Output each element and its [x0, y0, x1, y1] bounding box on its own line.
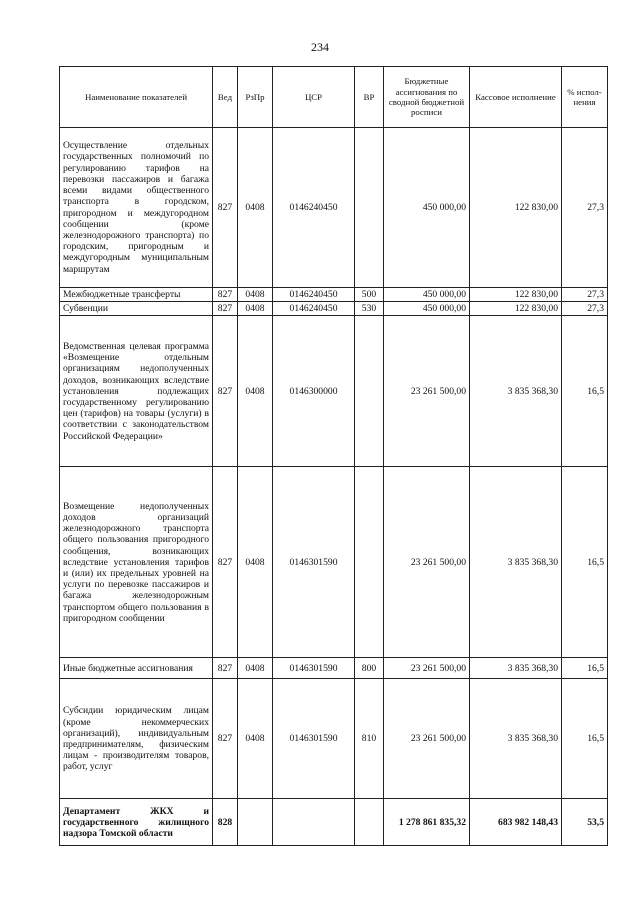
cell-rzpr: 0408	[238, 679, 273, 799]
cell-csr: 0146300000	[273, 316, 355, 467]
cell-csr: 0146240450	[273, 302, 355, 316]
cell-budget: 450 000,00	[384, 302, 470, 316]
cell-name: Возмещение недополученных доходов организаций железнодорожного транспорта общего пользования пригородного сообщения, возникающих вследствие установления тарифов и (или) их предельных уровней на услуги по перевозке пассажиров и багажа железнодорожным транспортом общего пользования в пригородном сообщении	[60, 467, 213, 658]
cell-csr: 0146301590	[273, 679, 355, 799]
header-vr: ВР	[355, 67, 384, 128]
cell-csr: 0146301590	[273, 658, 355, 679]
cell-csr	[273, 799, 355, 846]
cell-vr: 500	[355, 288, 384, 302]
table-row	[60, 679, 608, 799]
cell-execution: 122 830,00	[470, 128, 562, 288]
header-rzpr: РзПр	[238, 67, 273, 128]
header-csr: ЦСР	[273, 67, 355, 128]
cell-ved: 827	[213, 316, 238, 467]
table-row	[60, 128, 608, 288]
table-row	[60, 799, 608, 846]
cell-execution: 122 830,00	[470, 302, 562, 316]
cell-budget: 23 261 500,00	[384, 316, 470, 467]
cell-percent: 16,5	[562, 658, 608, 679]
cell-name: Межбюджетные трансферты	[60, 288, 213, 302]
cell-percent: 27,3	[562, 288, 608, 302]
cell-budget: 23 261 500,00	[384, 658, 470, 679]
cell-name: Субсидии юридическим лицам (кроме некоммерческих организаций), индивидуальным предпринимателям, физическим лицам - производителям товаров, работ, услуг	[60, 679, 213, 799]
cell-budget: 1 278 861 835,32	[384, 799, 470, 846]
table-row	[60, 316, 608, 467]
cell-csr: 0146240450	[273, 288, 355, 302]
cell-rzpr: 0408	[238, 316, 273, 467]
cell-vr	[355, 467, 384, 658]
cell-name: Осуществление отдельных государственных полномочий по регулированию тарифов на перевозки пассажиров и багажа всеми видами общественного транспорта в городском, пригородном и междугородном сообщении (кроме железнодорожного транспорта) по городским, пригородным и междугородным муниципальным маршрутам	[60, 128, 213, 288]
cell-percent: 53,5	[562, 799, 608, 846]
header-budget: Бюджетные ассигнования по сводной бюджетной росписи	[384, 67, 470, 128]
cell-percent: 27,3	[562, 128, 608, 288]
header-execution: Кассовое исполнение	[470, 67, 562, 128]
cell-rzpr: 0408	[238, 467, 273, 658]
header-name: Наименование показателей	[60, 67, 213, 128]
cell-rzpr: 0408	[238, 288, 273, 302]
table-row	[60, 302, 608, 316]
cell-percent: 27,3	[562, 302, 608, 316]
cell-ved: 827	[213, 467, 238, 658]
cell-budget: 450 000,00	[384, 128, 470, 288]
cell-name: Департамент ЖКХ и государственного жилищного надзора Томской области	[60, 799, 213, 846]
header-percent: % испол-нения	[562, 67, 608, 128]
cell-percent: 16,5	[562, 679, 608, 799]
cell-execution: 683 982 148,43	[470, 799, 562, 846]
table-header-row	[60, 67, 608, 128]
cell-rzpr: 0408	[238, 128, 273, 288]
budget-execution-table	[59, 66, 608, 846]
cell-rzpr: 0408	[238, 658, 273, 679]
cell-name: Иные бюджетные ассигнования	[60, 658, 213, 679]
cell-budget: 450 000,00	[384, 288, 470, 302]
table-row	[60, 658, 608, 679]
cell-csr: 0146240450	[273, 128, 355, 288]
cell-percent: 16,5	[562, 467, 608, 658]
cell-execution: 3 835 368,30	[470, 316, 562, 467]
cell-ved: 827	[213, 128, 238, 288]
cell-execution: 122 830,00	[470, 288, 562, 302]
header-ved: Вед	[213, 67, 238, 128]
table-row	[60, 467, 608, 658]
cell-csr: 0146301590	[273, 467, 355, 658]
cell-vr	[355, 799, 384, 846]
cell-execution: 3 835 368,30	[470, 679, 562, 799]
page-number: 234	[311, 40, 329, 54]
cell-ved: 827	[213, 302, 238, 316]
cell-vr: 800	[355, 658, 384, 679]
cell-percent: 16,5	[562, 316, 608, 467]
cell-vr	[355, 128, 384, 288]
cell-ved: 827	[213, 679, 238, 799]
cell-rzpr: 0408	[238, 302, 273, 316]
cell-vr: 530	[355, 302, 384, 316]
cell-name: Субвенции	[60, 302, 213, 316]
cell-vr: 810	[355, 679, 384, 799]
table-row	[60, 288, 608, 302]
cell-ved: 827	[213, 658, 238, 679]
cell-rzpr	[238, 799, 273, 846]
cell-budget: 23 261 500,00	[384, 467, 470, 658]
cell-ved: 828	[213, 799, 238, 846]
cell-vr	[355, 316, 384, 467]
cell-name: Ведомственная целевая программа «Возмещение отдельным организациям недополученных доходов, возникающих вследствие установления подлежащих государственному регулированию цен (тарифов) на товары (услуги) в соответствии с законодательством Российской Федерации»	[60, 316, 213, 467]
cell-execution: 3 835 368,30	[470, 467, 562, 658]
cell-budget: 23 261 500,00	[384, 679, 470, 799]
cell-ved: 827	[213, 288, 238, 302]
cell-execution: 3 835 368,30	[470, 658, 562, 679]
